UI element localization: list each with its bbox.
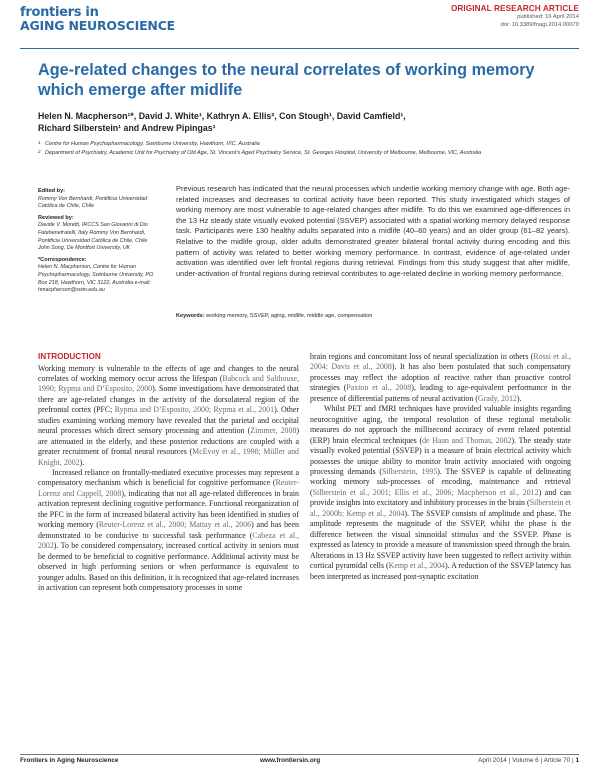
footer-divider [20,754,579,755]
citation-link[interactable]: Paxton et al., 2008 [346,383,412,393]
citation-link[interactable]: Kemp et al., 2004 [388,561,446,571]
section-heading-introduction: INTRODUCTION [38,352,101,361]
article-title: Age-related changes to the neural correlates of working memory which emerge after midlife [38,61,535,99]
keywords-text: working memory, SSVEP, aging, midlife, middle age, compensation [206,313,373,319]
citation-link[interactable]: McEvoy et al., 1998; Müller and Knight, 2002 [38,447,299,467]
body-text-run: Working memory is vulnerable to the effects of age and changes to the neural correlates of working memory occur across the lifespan ( [38,363,299,383]
edited-by-label: Edited by: [38,188,66,194]
article-type: ORIGINAL RESEARCH ARTICLE [450,4,579,13]
article-meta [319,4,579,29]
citation-link[interactable]: Reuter-Lorenz et al., 2000; Mattay et al., 2006 [98,520,252,530]
affiliations [38,140,568,157]
body-text-run: ). The SSVEP is capable of delineating working memory sub-processes of encoding, maintenance and retrieval ( [310,466,572,497]
correspondence-label: *Correspondence: [38,256,87,263]
editorial-sidebar [38,188,160,299]
body-text-run: brain regions and concomitant loss of neural specialization in others ( [310,352,534,361]
citation-link[interactable]: Reuter-Lorenz and Cappell, 2008 [38,478,299,498]
body-text-run: ), leading to age-equivalent performance in the presence of differential patterns of neural activation ( [310,383,571,403]
affiliation-text: Centre for Human Psychopharmacology, Swinburne University, Hawthorn, VIC, Australia [45,141,260,147]
citation-link[interactable]: Silberstein et al., 2001; Ellis et al., 2006; Macpherson et al., 2012 [312,487,539,497]
citation-link[interactable]: Grady, 2012 [477,393,517,403]
abstract: Previous research has indicated that the neural processes which underlie working memory change with age. Both age-related increases and decreases to cortical activity have been reported. This study investigated which stages of working memory are most vulnerable to age-related changes after midlife. To do this we examined age-differences in the 13 Hz steady state visually evoked potential (SSVEP) associated with a spatial working memory delayed response task. Participants were 130 healthy adults separated into a midlife (40–60 years) and an older group (61–82 years). Relative to the midlife group, older adults demonstrated greater bilateral frontal activity during encoding and this pattern of activity was related to better working memory performance. In contrast, evidence of age-related under activation was identified over left frontal regions during retrieval. Findings from this study suggest that after midlife, under-activation of frontal regions during retrieval contributes to age-related decline in working memory performance. [176,184,570,278]
citation-link[interactable]: Rossi et al., 2004; Davis et al., 2008 [310,352,571,372]
body-text-run: Increased reliance on frontally-mediated executive processes may represent a compensatory mechanism which is beneficial for cognitive performance ( [38,468,299,488]
citation-link[interactable]: de Haan and Thomas, 2002 [422,435,512,445]
body-text-run: ). The steady state visually evoked potential (SSVEP) is a measure of brain electrical activity which possesses the unique ability to monitor brain activity associated with ongoing processing demands ( [310,435,571,476]
keywords [176,313,570,319]
body-text-run: ). It has also been postulated that such compensatory processes may reflect the adoption of reactive rather than proactive control strategies ( [310,362,571,393]
author-list [38,110,568,134]
body-paragraph [310,352,571,404]
journal-logo [20,6,175,33]
footer-website-link[interactable]: www.frontiersin.org [260,757,321,764]
body-text-run: ). A reduction of the SSVEP latency has been interpreted as increased post-synaptic excitation [310,561,571,581]
body-text-run: ). [516,393,522,403]
doi[interactable]: doi: 10.3389/fnagi.2014.00070 [500,21,579,28]
keywords-label: Keywords: [176,313,205,319]
body-paragraph [38,468,299,593]
footer-issue-info [478,757,579,764]
affiliation [38,140,568,149]
correspondence-text: Helen N. Macpherson, Centre for Human Psychopharmacology, Swinburne University, PO Box 218, Hawthorn, VIC 3122, Australia e-mail: hmacpherson@swin.edu.au [38,264,154,294]
body-text-run: ). Some investigations have demonstrated that there are age-related changes in the activity of the dorsolateral region of the prefrontal cortex (PFC; [38,384,299,415]
header-divider [20,48,579,49]
body-text-run: ). Other studies examining working memory have revealed that the parietal and occipital neural processes which direct sensory processing and attention ( [38,405,299,436]
body-text-run: ). To be considered compensatory, increased cortical activity in seniors must be deemed to be beneficial to cognitive performance. Additional activity must be observed in high performing seniors or when performance is equivalent to younger adults. Based on this definition, it is recognized that age-related increases in activation can represent both compensatory processes in some [38,541,299,593]
published-date: published: 16 April 2014 [517,14,579,20]
affiliation-text: Department of Psychiatry, Academic Unit for Psychiatry of Old Age, St. Vincent's Aged Psychiatry Service, St. Georges Hospital, University of Melbourne, Melbourne, VIC, Australia [45,149,482,156]
affiliation-number: 2 [38,148,41,154]
body-text-run: ) and can provide insights into excitatory and inhibitory processes in the brain ( [310,487,571,508]
body-text-run: ). The SSVEP consists of amplitude and phase. The amplitude represents the magnitude of the SSVEP, whilst the phase is the difference between the visual sinusoidal stimulus and the SSVEP. Phase is expressed as latency to provide a measure of transmission speed through the brain. Alterations in 13 Hz SSVEP activity have been suggested to reflect activity within cortical pyramidal cells ( [310,508,571,571]
body-text-run: ) and has been demonstrated to be conducive to successful task performance ( [38,520,299,540]
logo-journal-name: AGING NEUROSCIENCE [20,18,175,33]
reviewed-by-label: Reviewed by: [38,214,74,221]
edited-by-text: Rommy Von Bernhardi, Pontificia Universidad Católica de Chile, Chile [38,195,148,210]
affiliation [38,149,568,158]
body-text-run: ), indicating that not all age-related differences in brain activation represent declining cognitive performance. Functional reorganization of the PFC in the form of increased bilateral activity has been identified in studies of working memory ( [38,488,299,530]
affiliation-number: 1 [38,140,41,145]
footer-journal-name: Frontiers in Aging Neuroscience [20,757,119,764]
body-text-run: ). [79,457,85,467]
citation-link[interactable]: Rypma and D’Esposito, 2000; Rypma et al., 2001 [114,405,275,415]
citation-link[interactable]: Zimmer, 2008 [250,426,297,436]
body-column-right [310,352,571,582]
body-text-run: ) are attenuated in the elderly, and these posterior reductions are coupled with a greater recruitment of frontal neural resources ( [38,426,299,457]
author-line: Helen N. Macpherson¹*, David J. White¹, Kathryn A. Ellis², Con Stough¹, David Camfield¹, [38,111,406,121]
footer-issue: April 2014 | Volume 6 | Article 70 | [478,757,574,764]
reviewed-by-text: Davide V. Moretti, IRCCS San Giovanni di Dio Fatebenefratelli, Italy Rommy Von Bernhardi, Pontificia Universidad Católica de Chile, Chile John Song, De Montfort University, UK [38,222,148,252]
citation-link[interactable]: Babcock and Salthouse, 1990; Rypma and D’Esposito, 2000 [38,373,299,394]
body-paragraph [38,364,299,469]
citation-link[interactable]: Silberstein, 1995 [381,466,438,476]
page-number: 1 [575,757,579,764]
citation-link[interactable]: Cabeza et al., 2002 [38,530,300,551]
author-line: Richard Silberstein¹ and Andrew Pipingas¹ [38,123,216,133]
body-column-left [38,352,299,593]
body-paragraph [310,404,571,582]
citation-link[interactable]: Silberstein et al., 2000b; Kemp et al., 2004 [310,498,571,518]
logo-frontiers-text: frontiers in [20,5,99,20]
body-text-run: Whilst PET and fMRI techniques have provided valuable insights regarding neurocognitive aging, the temporal resolution of these regional metabolic measures do not approach the millisecond accuracy of event related potential (ERP) brain electrical techniques ( [310,404,571,445]
